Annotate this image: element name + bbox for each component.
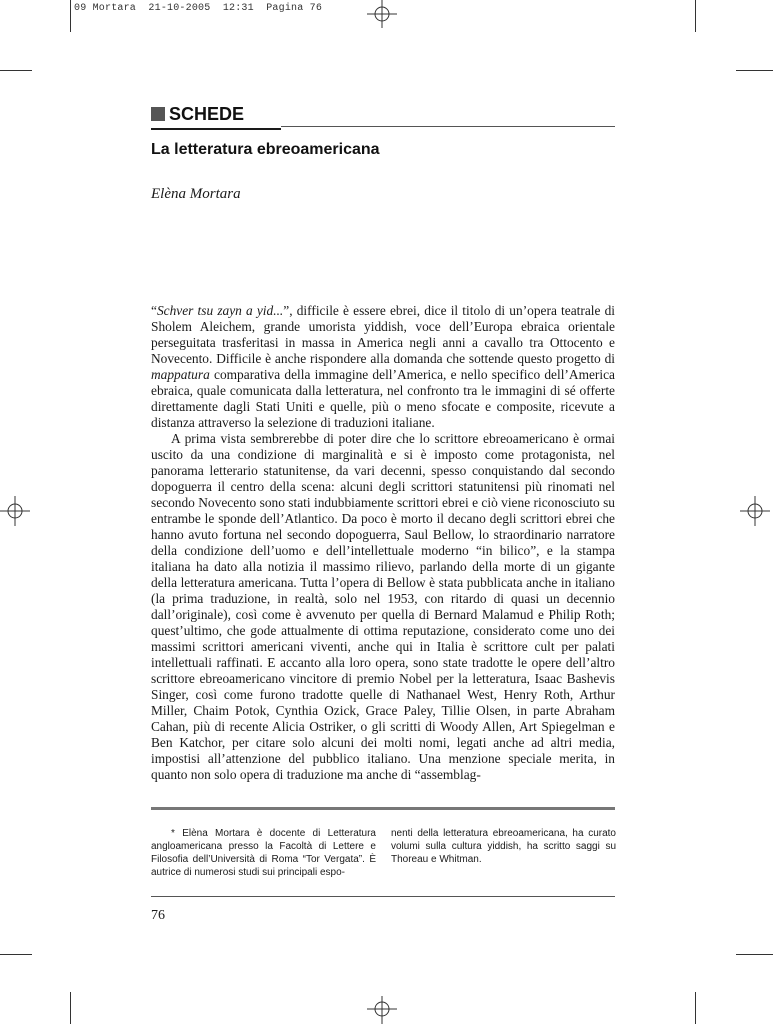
footnote-rule: [151, 807, 615, 810]
section-header: [151, 100, 281, 130]
paragraph-2: A prima vista sembrerebbe di poter dire che lo scrittore ebreoamericano è ormai uscito da una condizione di marginalità e si è imposto come protagonista, nel panorama letterario statunitense, da vari decenni, spesso conquistando dal secondo dopoguerra il centro della scena: alcuni degli scrittori statunitensi più rinomati nel secondo Novecento sono stati indubbiamente scrittori ebrei e ciò viene riconosciuto su entrambe le sponde dell’Atlantico. Da poco è morto il decano degli scrittori ebrei che hanno avuto fortuna nel secondo dopoguerra, Saul Bellow, lo straordinario narratore della condizione dell’uomo e dell’intellettuale moderno “in bilico”, e la stampa italiana ha dato alla notizia il massimo rilievo, parlando della morte di un gigante della letteratura americana. Tutta l’opera di Bellow è stata pubblicata anche in italiano (la prima traduzione, in realtà, solo nel 1953, con ritardo di quasi un decennio dall’originale), così come è avvenuto per quella di Bernard Malamud e Philip Roth; quest’ultimo, che gode attualmente di ottima reputazione, considerato come uno dei massimi scrittori americani viventi, anche qui in Italia è scrittore cult per palati intellettuali raffinati. E accanto alla loro opera, sono state tradotte le opere dell’altro scrittore ebreoamericano vincitore di premio Nobel per la letteratura, Isaac Bashevis Singer, così come furono tradotte quelle di Nathanael West, Henry Roth, Arthur Miller, Chaim Potok, Cynthia Ozick, Grace Paley, Tillie Olsen, in parte Abraham Cahan, più di recente Alicia Ostriker, o gli scritti di Woody Allen, Art Spiegelman e Ben Katchor, per citare solo alcuni dei molti nomi, legati anche ad altri media, impostisi all’attenzione del pubblico italiano. Una menzione speciale merita, in quanto non solo opera di traduzione ma anche di “assemblag-: [151, 431, 615, 782]
header-rule: [281, 126, 615, 127]
footnote-left: * Elèna Mortara è docente di Letteratura angloamericana presso la Facoltà di Lettere e Filosofia dell’Università di Roma “Tor Vergata”. È autrice di numerosi studi sui principali espo-: [151, 828, 376, 878]
section-square-icon: [151, 107, 165, 121]
article-author: Elèna Mortara: [151, 186, 241, 202]
footnote-right: nenti della letteratura ebreoamericana, ha curato volumi sulla cultura yiddish, ha scritto saggi su Thoreau e Whitman.: [391, 828, 616, 865]
article-title: La letteratura ebreoamericana: [151, 141, 380, 158]
registration-mark-bottom: [367, 994, 397, 1024]
article-body: [151, 303, 615, 783]
page-number: 76: [151, 908, 165, 923]
footer-rule: [151, 896, 615, 897]
registration-mark-left: [0, 496, 30, 526]
opening-quote: Schver tsu zayn a yid...: [156, 303, 284, 318]
print-slug: 09 Mortara 21-10-2005 12:31 Pagina 76: [74, 3, 323, 14]
paragraph-1: “Schver tsu zayn a yid...”, difficile è essere ebrei, dice il titolo di un’opera teatrale di Sholem Aleichem, grande umorista yiddish, voce dell’Europa ebraica orientale perseguitata trasferitasi in massa in America negli anni a cavallo tra Ottocento e Novecento. Difficile è anche rispondere alla domanda che sottende questo progetto di mappatura comparativa della immagine dell’America, e nello specifico dell’America ebraica, quale comunicata dalla letteratura, nel confronto tra le immagini di sé offerte direttamente dagli Stati Uniti e quelle, più o meno sfocate e composite, ricevute a distanza attraverso la selezione di traduzioni italiane.: [151, 303, 616, 430]
section-label: SCHEDE: [169, 103, 245, 124]
registration-mark-right: [740, 496, 770, 526]
registration-mark-top: [367, 0, 397, 30]
